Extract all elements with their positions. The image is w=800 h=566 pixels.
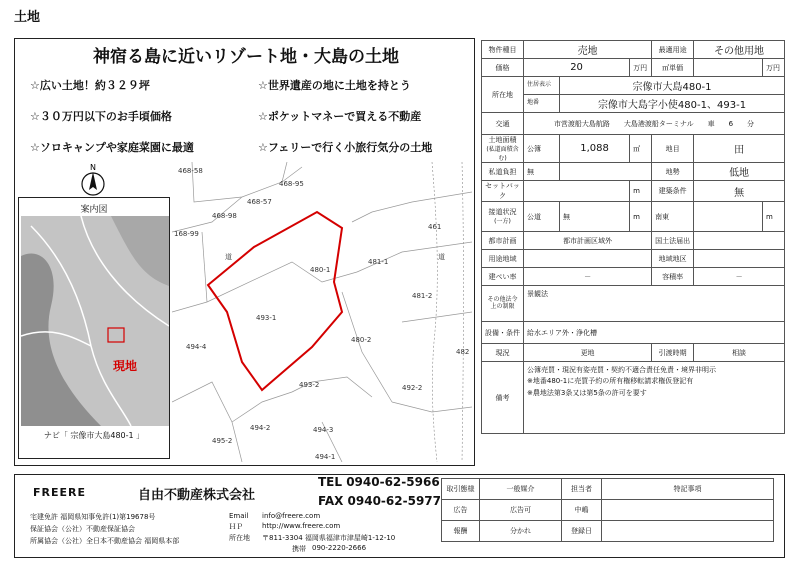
license-number: 宅建免許 福岡県知事免許(1)第19678号	[30, 513, 156, 521]
spec-sublabel: 地番	[524, 95, 560, 113]
parcel-label: 494-2	[250, 424, 271, 432]
parcel-label: 494-4	[186, 343, 207, 351]
area-kind: 公簿	[524, 135, 560, 163]
compass-letter: N	[90, 163, 96, 172]
parcel-label: 482	[456, 348, 470, 356]
remark-line: 公簿売買・現況有姿売買・契約不適合責任免責・境界非明示	[527, 366, 716, 375]
parcel-label: 461	[428, 223, 442, 231]
price-unit: 万円	[630, 59, 652, 77]
building-condition: 無	[694, 181, 785, 202]
spec-label: 登録日	[562, 521, 602, 542]
road-unit: m	[630, 202, 652, 232]
spec-label: ㎡単価	[652, 59, 694, 77]
navi-address: ナビ「 宗像市大島480-1 」	[43, 431, 145, 440]
fee: 分かれ	[480, 521, 562, 542]
spec-label: 地目	[652, 135, 694, 163]
facilities: 給水エリア外・浄化槽	[524, 322, 785, 344]
guide-map	[18, 197, 170, 459]
feature-bullet: ☆広い土地！約３２９坪	[30, 79, 150, 92]
page-title: 神宿る島に近いリゾート地・大島の土地	[93, 47, 399, 67]
price-value: 20	[524, 59, 630, 77]
parcel-label: 468-95	[279, 180, 304, 188]
spec-label	[482, 135, 524, 163]
handover-timing: 相談	[694, 344, 785, 362]
website-link[interactable]: http://www.freere.com	[262, 522, 341, 530]
parcel-map	[172, 162, 472, 462]
spec-label: 取引態様	[442, 479, 480, 500]
setback-unit: m	[630, 181, 652, 202]
road-unit: m	[763, 202, 785, 232]
spec-label: その他法令上の制限	[482, 286, 524, 322]
parcel-label: 468-57	[247, 198, 272, 206]
spec-label: 建ぺい率	[482, 268, 524, 286]
current-status: 更地	[524, 344, 652, 362]
area-sublabel: (私道面積含む)	[486, 146, 519, 162]
site-boundary	[208, 212, 342, 390]
other-regulations: 景観法	[524, 286, 785, 322]
spec-label: 用途地域	[482, 250, 524, 268]
property-type: 売地	[524, 41, 652, 59]
building-coverage: －	[524, 268, 652, 286]
parcel-label: 492-2	[402, 384, 423, 392]
spec-label: 容積率	[652, 268, 694, 286]
road-sublabel: (一方)	[494, 218, 511, 226]
parcel-label: 495-2	[212, 437, 233, 445]
spec-label: 建築条件	[652, 181, 694, 202]
road-label: 道	[225, 253, 232, 261]
road-kind: 公道	[524, 202, 560, 232]
member-association: 所属協会（公社）全日本不動産協会 福岡県本部	[30, 537, 180, 545]
staff-name: 中嶋	[562, 500, 602, 521]
address-display: 宗像市大島480-1	[560, 77, 785, 95]
parcel-label: 168-99	[174, 230, 199, 238]
feature-bullet: ☆ソロキャンプや家庭菜園に最適	[30, 141, 194, 154]
spec-label: 地勢	[652, 163, 694, 181]
spec-label: 担当者	[562, 479, 602, 500]
city-planning: 都市計画区域外	[524, 232, 652, 250]
parcel-label: 494-1	[315, 453, 336, 461]
spec-label: 国土法届出	[652, 232, 694, 250]
spec-label: 交通	[482, 113, 524, 135]
parcel-label: 493-2	[299, 381, 320, 389]
address-lot: 宗像市大島字小使480-1、493-1	[560, 95, 785, 113]
address-label: 所在地	[229, 534, 250, 542]
area-label: 土地面積	[488, 136, 517, 144]
email-label: Email	[229, 512, 249, 520]
optimal-use: その他用地	[694, 41, 785, 59]
road-label: 道	[438, 253, 445, 261]
spec-sublabel: 住居表示	[524, 77, 560, 95]
page-header: 土地	[14, 10, 41, 25]
guide-map-image	[21, 216, 169, 426]
guarantee-association: 保証協会（公社）不動産保証協会	[30, 525, 135, 533]
feature-bullet: ☆世界遺産の地に土地を持とう	[258, 79, 411, 92]
feature-bullet: ☆フェリーで行く小旅行気分の土地	[258, 141, 433, 154]
company-logo: FREERE	[33, 486, 86, 499]
mobile-number: 090-2220-2666	[312, 544, 367, 552]
road-direction: 南東	[652, 202, 694, 232]
phone-number: TEL 0940-62-5966	[318, 475, 440, 489]
fax-number: FAX 0940-62-5977	[318, 494, 441, 508]
land-category: 田	[694, 135, 785, 163]
parcel-label: 480-2	[351, 336, 372, 344]
hp-label: ＨＰ	[229, 523, 243, 531]
spec-label: 備考	[482, 362, 524, 434]
property-spec-table	[481, 40, 785, 434]
parcel-label: 481-1	[368, 258, 389, 266]
email-link[interactable]: info@freere.com	[262, 512, 321, 520]
parcel-label: 494-3	[313, 426, 334, 434]
transaction-mode: 一般媒介	[480, 479, 562, 500]
road-designation: 無	[560, 202, 630, 232]
terrain: 低地	[694, 163, 785, 181]
feature-bullet: ☆ポケットマネーで買える不動産	[258, 110, 422, 123]
floor-area-ratio: －	[694, 268, 785, 286]
spec-label: 特記事項	[602, 479, 774, 500]
spec-label: 引渡時期	[652, 344, 694, 362]
spec-label: 価格	[482, 59, 524, 77]
company-address: 〒811-3304 福岡県福津市津屋崎1-12-10	[262, 534, 396, 542]
guide-map-title: 案内図	[80, 205, 108, 215]
parcel-label: 481-2	[412, 292, 433, 300]
spec-label: 広告	[442, 500, 480, 521]
spec-label: 現況	[482, 344, 524, 362]
land-area: 1,088	[560, 135, 630, 163]
transaction-table	[441, 478, 774, 542]
road-label: 接道状況	[488, 208, 517, 217]
parcel-label: 468-58	[178, 167, 203, 175]
parcel-label: 468-98	[212, 212, 237, 220]
company-name: 自由不動産株式会社	[138, 488, 256, 503]
spec-label: 最適用途	[652, 41, 694, 59]
spec-label: 所在地	[482, 77, 524, 113]
spec-label: 都市計画	[482, 232, 524, 250]
spec-label: 物件種目	[482, 41, 524, 59]
spec-label: 私道負担	[482, 163, 524, 181]
parcel-label: 493-1	[256, 314, 277, 322]
spec-label: 地域地区	[652, 250, 694, 268]
ad-permission: 広告可	[480, 500, 562, 521]
spec-label: 報酬	[442, 521, 480, 542]
private-road: 無	[524, 163, 560, 181]
transport: 市営渡船大島航路 大島港渡船ターミナル 車 6 分	[524, 113, 785, 135]
site-marker-label: 現地	[113, 359, 138, 373]
parcel-label: 480-1	[310, 266, 331, 274]
spec-label: セットバック	[482, 181, 524, 202]
compass-icon	[78, 162, 108, 196]
mobile-label: 携帯	[292, 545, 306, 553]
unit-price-unit: 万円	[763, 59, 785, 77]
spec-label: 設備・条件	[482, 322, 524, 344]
remark-line: ※農地法第3条又は第5条の許可を要す	[527, 388, 647, 397]
spec-label	[482, 202, 524, 232]
area-unit: ㎡	[630, 135, 652, 163]
remark-line: ※地番480-1に売買予約の所有権移転請求権仮登記有	[527, 377, 694, 386]
feature-bullet: ☆３０万円以下のお手頃価格	[30, 110, 172, 123]
